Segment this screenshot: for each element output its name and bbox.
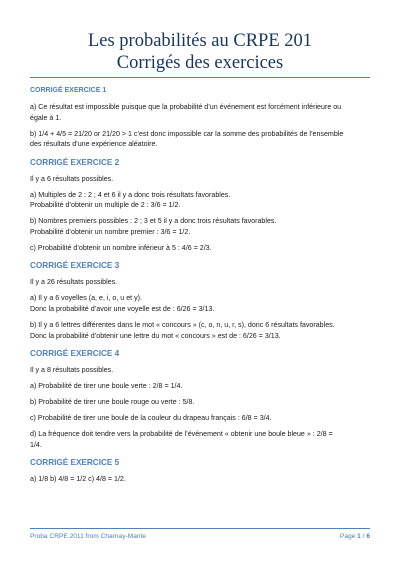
paragraph: Il y a 26 résultats possibles. — [30, 278, 118, 287]
paragraph: b) Il y a 6 lettres différentes dans le mot « concours » (c, o, n, u, r, s), donc 6 résultats favorables. Donc la probabilité d’obtenir une lettre du mot « concours » est de : 6/26 = 3/13. — [30, 321, 335, 340]
paragraph: a) Ce résultat est impossible puisque que la probabilité d’un événement est forcément inférieure ou égale à 1. — [30, 102, 342, 122]
paragraph: a) 1/8 b) 4/8 = 1/2 c) 4/8 = 1/2. — [30, 475, 126, 484]
section-heading-1: CORRIGÉ EXERCICE 1 — [30, 87, 107, 94]
paragraph: a) Multiples de 2 : 2 ; 4 et 6 il y a donc trois résultats favorables. Probabilité d’obtenir un multiple de 2 : 3/6 = 1/2. — [30, 190, 231, 210]
footer-divider — [30, 528, 370, 529]
paragraph: c) Probabilité de tirer une boule de la couleur du drapeau français : 6/8 = 3/4. — [30, 414, 272, 423]
page-number: Page 1 / 6 — [339, 533, 370, 540]
document-body — [30, 86, 372, 485]
section-heading-5: CORRIGÉ EXERCICE 5 — [30, 458, 120, 468]
paragraph: c) Probabilité d’obtenir un nombre inférieur à 5 : 4/6 = 2/3. — [30, 243, 212, 252]
footer-source: Proba CRPE 2011 from Charnay-Mante — [30, 533, 147, 540]
paragraph: a) Probabilité de tirer une boule verte : 2/8 = 1/4. — [30, 382, 183, 391]
title-divider — [30, 77, 370, 78]
title-line-1: Les probabilités au CRPE 201 — [87, 31, 313, 51]
paragraph: d) La fréquence doit tendre vers la probabilité de l’événement « obtenir une boule bleue » : 2/8 = 1/4. — [30, 430, 333, 449]
title-line-2: Corrigés des exercices — [116, 53, 284, 73]
section-heading-4: CORRIGÉ EXERCICE 4 — [30, 349, 120, 359]
paragraph: Il y a 6 résultats possibles. — [30, 174, 114, 183]
section-heading-2: CORRIGÉ EXERCICE 2 — [30, 157, 120, 167]
paragraph: b) Probabilité de tirer une boule rouge ou verte : 5/8. — [30, 398, 195, 407]
title-block — [30, 30, 370, 74]
section-heading-3: CORRIGÉ EXERCICE 3 — [30, 261, 120, 271]
paragraph: b) Nombres premiers possibles : 2 ; 3 et 5 il y a donc trois résultats favorables. Probabilité d’obtenir un nombre premier : 3/6 = 1/2. — [30, 217, 277, 236]
paragraph: Il y a 8 résultats possibles. — [30, 366, 114, 375]
paragraph: a) Il y a 6 voyelles (a, e, i, o, u et y). Donc la probabilité d’avoir une voyelle est de : 6/26 = 3/13. — [30, 294, 215, 314]
paragraph: b) 1/4 + 4/5 = 21/20 or 21/20 > 1 c’est donc impossible car la somme des probabilités de l’ensemble des résultats d’une expérience aléatoire. — [30, 129, 344, 149]
